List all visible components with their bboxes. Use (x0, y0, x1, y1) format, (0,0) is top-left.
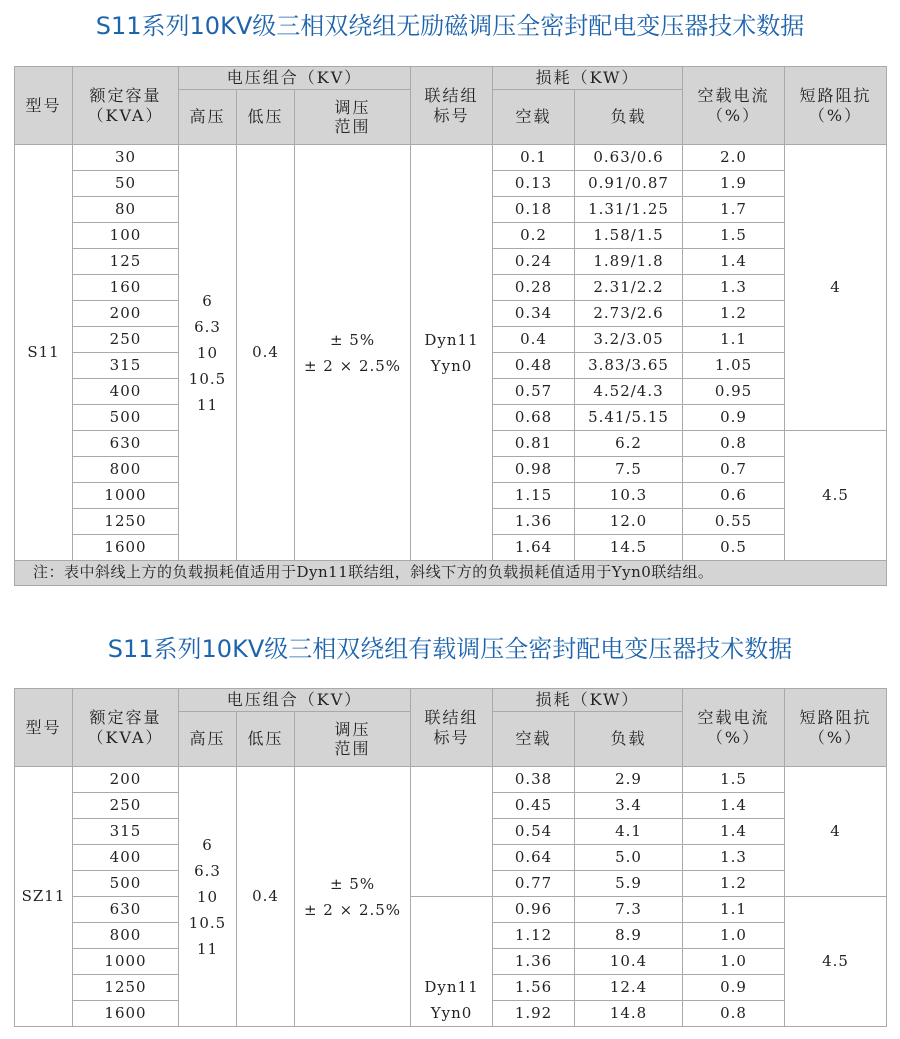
noload-loss-cell: 1.36 (493, 509, 575, 535)
noload-current-cell: 1.1 (683, 897, 785, 923)
load-loss-cell: 2.31/2.2 (575, 275, 683, 301)
capacity-cell: 160 (73, 275, 179, 301)
noload-loss-cell: 0.81 (493, 431, 575, 457)
header-model: 型号 (15, 67, 73, 145)
noload-current-cell: 1.0 (683, 949, 785, 975)
load-loss-cell: 1.58/1.5 (575, 223, 683, 249)
vector-group-cell-line: Dyn11 (424, 978, 479, 996)
noload-current-cell: 0.9 (683, 405, 785, 431)
noload-current-cell: 1.5 (683, 767, 785, 793)
noload-loss-cell: 0.45 (493, 793, 575, 819)
impedance-cell: 4 (785, 767, 887, 897)
spec-table-2 (14, 688, 887, 1027)
table1-body (15, 145, 887, 561)
capacity-cell: 250 (73, 327, 179, 353)
noload-current-cell: 1.4 (683, 793, 785, 819)
noload-loss-cell: 0.4 (493, 327, 575, 353)
header-noload-current: 空载电流 （%） (683, 689, 785, 767)
capacity-cell: 80 (73, 197, 179, 223)
vector-group-cell-line: Yyn0 (430, 1004, 473, 1022)
load-loss-cell: 10.3 (575, 483, 683, 509)
noload-loss-cell: 0.24 (493, 249, 575, 275)
load-loss-cell: 14.8 (575, 1001, 683, 1027)
noload-loss-cell: 0.38 (493, 767, 575, 793)
noload-loss-cell: 1.15 (493, 483, 575, 509)
capacity-cell: 200 (73, 301, 179, 327)
capacity-cell: 30 (73, 145, 179, 171)
header-vector-group: 联结组 标号 (411, 689, 493, 767)
header-loss: 损耗（KW） (493, 689, 683, 712)
tap-range-cell (295, 767, 411, 1027)
noload-loss-cell: 0.77 (493, 871, 575, 897)
low-voltage-cell: 0.4 (237, 767, 295, 1027)
header-model: 型号 (15, 689, 73, 767)
noload-loss-cell: 0.57 (493, 379, 575, 405)
tap-range-cell-line: ± 2 × 2.5% (303, 900, 402, 919)
header-low-voltage: 低压 (237, 712, 295, 767)
load-loss-cell: 7.3 (575, 897, 683, 923)
capacity-cell: 400 (73, 845, 179, 871)
noload-loss-cell: 0.2 (493, 223, 575, 249)
high-voltage-cell (179, 767, 237, 1027)
table-row (15, 767, 887, 793)
load-loss-cell: 0.63/0.6 (575, 145, 683, 171)
header-low-voltage: 低压 (237, 90, 295, 145)
model-cell: SZ11 (15, 767, 73, 1027)
high-voltage-cell-line: 6 (202, 835, 213, 854)
capacity-cell: 315 (73, 819, 179, 845)
noload-loss-cell: 0.54 (493, 819, 575, 845)
high-voltage-cell-line: 11 (196, 395, 219, 414)
high-voltage-cell (179, 145, 237, 561)
capacity-cell: 315 (73, 353, 179, 379)
tap-range-cell-line: ± 2 × 2.5% (303, 356, 402, 375)
load-loss-cell: 5.9 (575, 871, 683, 897)
capacity-cell: 200 (73, 767, 179, 793)
noload-loss-cell: 1.92 (493, 1001, 575, 1027)
capacity-cell: 125 (73, 249, 179, 275)
capacity-cell: 1600 (73, 1001, 179, 1027)
load-loss-cell: 14.5 (575, 535, 683, 561)
header-impedance: 短路阻抗 （%） (785, 689, 887, 767)
noload-loss-cell: 0.64 (493, 845, 575, 871)
noload-loss-cell: 0.34 (493, 301, 575, 327)
load-loss-cell: 3.4 (575, 793, 683, 819)
noload-loss-cell: 1.64 (493, 535, 575, 561)
load-loss-cell: 1.89/1.8 (575, 249, 683, 275)
impedance-cell: 4.5 (785, 431, 887, 561)
noload-loss-cell: 1.56 (493, 975, 575, 1001)
vector-group-cell-line: Dyn11 (424, 330, 479, 349)
header-high-voltage: 高压 (179, 712, 237, 767)
noload-current-cell: 1.1 (683, 327, 785, 353)
header-load-loss: 负载 (575, 90, 683, 145)
header-impedance: 短路阻抗 （%） (785, 67, 887, 145)
noload-loss-cell: 0.96 (493, 897, 575, 923)
noload-loss-cell: 0.28 (493, 275, 575, 301)
noload-current-cell: 0.9 (683, 975, 785, 1001)
vector-group-blank (411, 767, 493, 897)
load-loss-cell: 4.1 (575, 819, 683, 845)
noload-current-cell: 0.6 (683, 483, 785, 509)
capacity-cell: 500 (73, 405, 179, 431)
header-noload-loss: 空载 (493, 90, 575, 145)
load-loss-cell: 5.0 (575, 845, 683, 871)
load-loss-cell: 12.0 (575, 509, 683, 535)
header-voltage-group: 电压组合（KV） (179, 67, 411, 90)
tap-range-cell-line: ± 5% (329, 874, 376, 893)
header-vector-group: 联结组 标号 (411, 67, 493, 145)
noload-current-cell: 1.2 (683, 301, 785, 327)
load-loss-cell: 3.83/3.65 (575, 353, 683, 379)
table2-body (15, 767, 887, 1027)
noload-current-cell: 2.0 (683, 145, 785, 171)
noload-current-cell: 1.4 (683, 819, 785, 845)
vector-group-cell (411, 145, 493, 561)
table1-note: 注：表中斜线上方的负载损耗值适用于Dyn11联结组，斜线下方的负载损耗值适用于Yyn0联结组。 (15, 561, 887, 586)
noload-current-cell: 1.9 (683, 171, 785, 197)
noload-current-cell: 1.3 (683, 275, 785, 301)
capacity-cell: 100 (73, 223, 179, 249)
noload-current-cell: 0.7 (683, 457, 785, 483)
header-capacity: 额定容量 （KVA） (73, 67, 179, 145)
header-high-voltage: 高压 (179, 90, 237, 145)
header-capacity: 额定容量 （KVA） (73, 689, 179, 767)
high-voltage-cell-line: 10.5 (188, 369, 227, 388)
capacity-cell: 630 (73, 897, 179, 923)
capacity-cell: 1250 (73, 975, 179, 1001)
noload-current-cell: 1.7 (683, 197, 785, 223)
table1-title: S11系列10KV级三相双绕组无励磁调压全密封配电变压器技术数据 (95, 12, 805, 40)
noload-loss-cell: 0.18 (493, 197, 575, 223)
noload-current-cell: 0.8 (683, 1001, 785, 1027)
noload-current-cell: 0.8 (683, 431, 785, 457)
load-loss-cell: 8.9 (575, 923, 683, 949)
noload-current-cell: 1.05 (683, 353, 785, 379)
noload-loss-cell: 0.13 (493, 171, 575, 197)
table2-title: S11系列10KV级三相双绕组有载调压全密封配电变压器技术数据 (107, 635, 793, 663)
noload-current-cell: 0.95 (683, 379, 785, 405)
load-loss-cell: 12.4 (575, 975, 683, 1001)
high-voltage-cell-line: 6 (202, 291, 213, 310)
header-voltage-group: 电压组合（KV） (179, 689, 411, 712)
load-loss-cell: 5.41/5.15 (575, 405, 683, 431)
header-load-loss: 负载 (575, 712, 683, 767)
high-voltage-cell-line: 11 (196, 939, 219, 958)
noload-current-cell: 0.5 (683, 535, 785, 561)
capacity-cell: 50 (73, 171, 179, 197)
load-loss-cell: 4.52/4.3 (575, 379, 683, 405)
noload-current-cell: 1.5 (683, 223, 785, 249)
table-row (15, 897, 887, 923)
noload-loss-cell: 0.68 (493, 405, 575, 431)
load-loss-cell: 2.9 (575, 767, 683, 793)
noload-current-cell: 0.55 (683, 509, 785, 535)
high-voltage-cell-line: 6.3 (194, 317, 221, 336)
header-tap-range: 调压 范围 (295, 90, 411, 145)
capacity-cell: 500 (73, 871, 179, 897)
capacity-cell: 1000 (73, 483, 179, 509)
noload-loss-cell: 0.1 (493, 145, 575, 171)
vector-group-cell-line: Yyn0 (430, 356, 473, 375)
tap-range-cell-line: ± 5% (329, 330, 376, 349)
noload-current-cell: 1.2 (683, 871, 785, 897)
header-tap-range: 调压 范围 (295, 712, 411, 767)
noload-loss-cell: 0.98 (493, 457, 575, 483)
tap-range-cell (295, 145, 411, 561)
impedance-cell: 4.5 (785, 897, 887, 1027)
vector-group-cell (411, 897, 493, 1027)
spec-table-1 (14, 66, 887, 586)
high-voltage-cell-line: 6.3 (194, 861, 221, 880)
load-loss-cell: 7.5 (575, 457, 683, 483)
load-loss-cell: 0.91/0.87 (575, 171, 683, 197)
noload-current-cell: 1.0 (683, 923, 785, 949)
load-loss-cell: 2.73/2.6 (575, 301, 683, 327)
capacity-cell: 1600 (73, 535, 179, 561)
capacity-cell: 1000 (73, 949, 179, 975)
load-loss-cell: 1.31/1.25 (575, 197, 683, 223)
noload-current-cell: 1.4 (683, 249, 785, 275)
load-loss-cell: 6.2 (575, 431, 683, 457)
capacity-cell: 800 (73, 923, 179, 949)
impedance-cell: 4 (785, 145, 887, 431)
noload-loss-cell: 1.36 (493, 949, 575, 975)
header-loss: 损耗（KW） (493, 67, 683, 90)
header-noload-current: 空载电流 （%） (683, 67, 785, 145)
high-voltage-cell-line: 10.5 (188, 913, 227, 932)
noload-current-cell: 1.3 (683, 845, 785, 871)
header-noload-loss: 空载 (493, 712, 575, 767)
load-loss-cell: 3.2/3.05 (575, 327, 683, 353)
high-voltage-cell-line: 10 (196, 887, 219, 906)
low-voltage-cell: 0.4 (237, 145, 295, 561)
table-row (15, 145, 887, 171)
capacity-cell: 800 (73, 457, 179, 483)
capacity-cell: 1250 (73, 509, 179, 535)
capacity-cell: 630 (73, 431, 179, 457)
noload-loss-cell: 0.48 (493, 353, 575, 379)
capacity-cell: 400 (73, 379, 179, 405)
high-voltage-cell-line: 10 (196, 343, 219, 362)
noload-loss-cell: 1.12 (493, 923, 575, 949)
capacity-cell: 250 (73, 793, 179, 819)
model-cell: S11 (15, 145, 73, 561)
load-loss-cell: 10.4 (575, 949, 683, 975)
